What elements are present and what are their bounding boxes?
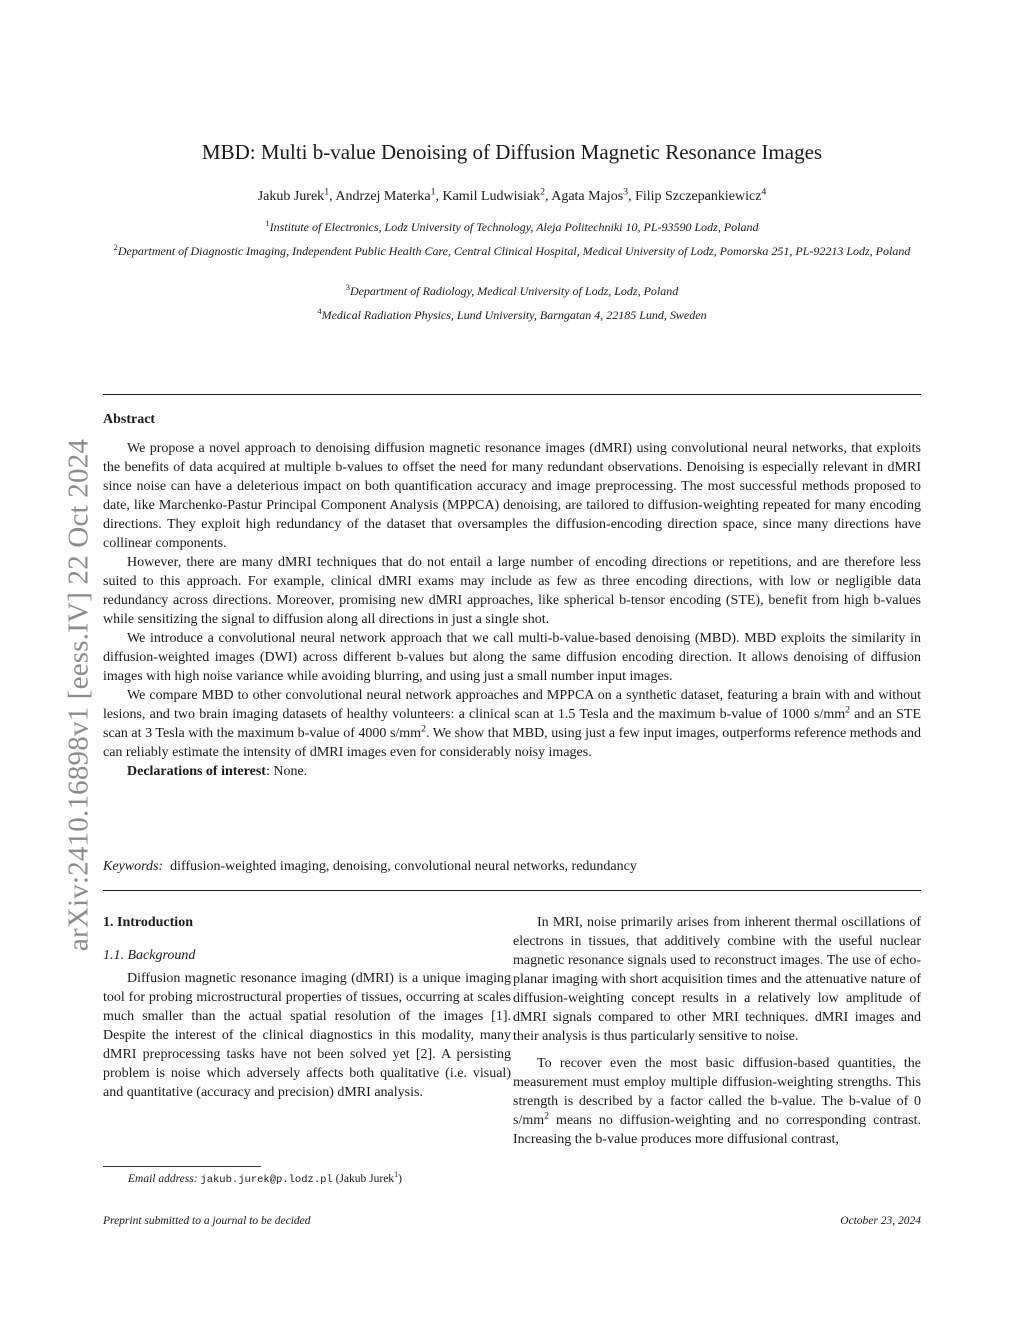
abstract-heading: Abstract: [103, 412, 156, 427]
keywords-text: diffusion-weighted imaging, denoising, convolutional neural networks, redundancy: [170, 859, 637, 874]
arxiv-sidebar: [59, 410, 99, 980]
author-list: Jakub Jurek$^1$, Andrzej Materka$^1$, Kamil Ludwisiak$^2$, Agata Majos$^3$, Filip Szczepankiewicz$^4$: [257, 186, 767, 204]
affiliation: $^3$Department of Radiology, Medical University of Lodz, Lodz, Poland: [345, 283, 679, 298]
author: Filip Szczepankiewicz$^4$: [635, 186, 767, 204]
affiliation: $^2$Department of Diagnostic Imaging, Independent Public Health Care, Central Clinical Hospital, Medical University of Lodz, Pomorska 251, PL-92213 Lodz, Poland: [113, 243, 911, 258]
abstract: [103, 410, 921, 781]
right-column: [513, 913, 921, 1149]
divider: [103, 890, 921, 891]
affiliation: $^1$Institute of Electronics, Lodz University of Technology, Aleja Politechniki 10, PL-93590 Lodz, Poland: [265, 219, 759, 234]
author: Kamil Ludwisiak$^2$: [442, 186, 545, 204]
email-link[interactable]: jakub.jurek@p.lodz.pl: [200, 1174, 333, 1186]
abstract-paragraph: We introduce a convolutional neural network approach that we call multi-b-value-based denoising (MBD). MBD exploits the similarity in diffusion-weighted images (DWI) across different b-values but along the same diffusion encoding direction. It allows denoising of diffusion images with high noise variance while avoiding blurring, and using just a small number input images.: [103, 631, 921, 684]
paper-title: MBD: Multi b-value Denoising of Diffusion Magnetic Resonance Images: [201, 140, 823, 164]
abstract-paragraph: We propose a novel approach to denoising diffusion magnetic resonance images (dMRI) using convolutional neural networks, that exploits the benefits of data acquired at multiple b-values to offset the need for many redundant observations. Denoising is especially relevant in dMRI since noise can have a deleterious impact on both quantification accuracy and image preprocessing. The most successful methods proposed to date, like Marchenko-Pastur Principal Component Analysis (MPPCA) denoising, are tailored to diffusion-weighting repeated for many encoding directions. They exploit high redundancy of the dataset that oversamples the diffusion-encoding direction space, since many directions have collinear components.: [103, 441, 921, 551]
author: Andrzej Materka$^1$: [335, 186, 436, 204]
author: Agata Majos$^3$: [551, 186, 629, 204]
footer-date: October 23, 2024: [840, 1215, 921, 1227]
section-heading: 1. Introduction: [103, 915, 193, 930]
body-paragraph: To recover even the most basic diffusion-based quantities, the measurement must employ multiple diffusion-weighting strengths. This strength is described by a factor called the b-value. The b-value of 0 $s/mm^2$ means no diffusion-weighting and no corresponding contrast. Increasing the b-value produces more diffusional contrast,: [513, 1056, 921, 1147]
body-paragraph: Diffusion magnetic resonance imaging (dMRI) is a unique imaging tool for probing microstructural properties of tissues, occurring at scales much smaller than the actual spatial resolution of the images [1]. Despite the interest of the clinical diagnostics in this modality, many dMRI preprocessing tasks have not been solved yet [2]. A persisting problem is noise which adversely affects both qualitative (i.e. visual) and quantitative (accuracy and precision) dMRI analysis.: [103, 971, 511, 1100]
keywords-label: Keywords:: [103, 859, 164, 874]
abstract-paragraph: However, there are many dMRI techniques that do not entail a large number of encoding directions or repetitions, and are therefore less suited to this approach. For example, clinical dMRI exams may include as few as three encoding directions, with low or negligible data redundancy across directions. Moreover, promising new dMRI approaches, like spherical b-tensor encoding (STE), benefit from high b-values while sensitizing the signal to diffusion along all directions in just a single shot.: [103, 555, 921, 627]
keywords: [103, 859, 637, 875]
footnote: Email address: jakub.jurek@p.lodz.pl (Jakub Jurek$^1$): [128, 1170, 402, 1186]
author: Jakub Jurek$^1$: [257, 186, 330, 204]
body-paragraph: In MRI, noise primarily arises from inherent thermal oscillations of electrons in tissues, that additively combine with the useful nuclear magnetic resonance signals used to reconstruct images. The use of echo-planar imaging with short acquisition times and the attenuative nature of diffusion-weighting concept results in a relatively low amplitude of dMRI signals compared to other MRI techniques. dMRI images and their analysis is thus particularly sensitive to noise.: [513, 915, 921, 1044]
abstract-paragraph: We compare MBD to other convolutional neural network approaches and MPPCA on a synthetic dataset, featuring a brain with and without lesions, and two brain imaging datasets of healthy volunteers: a clinical scan at 1.5 Tesla and the maximum b-value of 1000 $s/mm^2$ and an STE scan at 3 Tesla with the maximum b-value of 4000 $s/mm^2$. We show that MBD, using just a few input images, outperforms reference methods and can reliably estimate the intensity of dMRI images even for considerably noisy images.: [103, 688, 921, 760]
left-column: [103, 913, 511, 1102]
arxiv-identifier: arXiv:2410.16898v1 [eess.IV] 22 Oct 2024: [62, 438, 95, 952]
footer-left: Preprint submitted to a journal to be decided: [103, 1215, 311, 1227]
subsection-heading: 1.1. Background: [103, 948, 196, 963]
declarations: Declarations of interest: None.: [127, 764, 308, 779]
affiliation: $^4$Medical Radiation Physics, Lund University, Barngatan 4, 22185 Lund, Sweden: [317, 307, 707, 322]
divider: [103, 394, 921, 395]
footnote-rule: [103, 1166, 261, 1167]
